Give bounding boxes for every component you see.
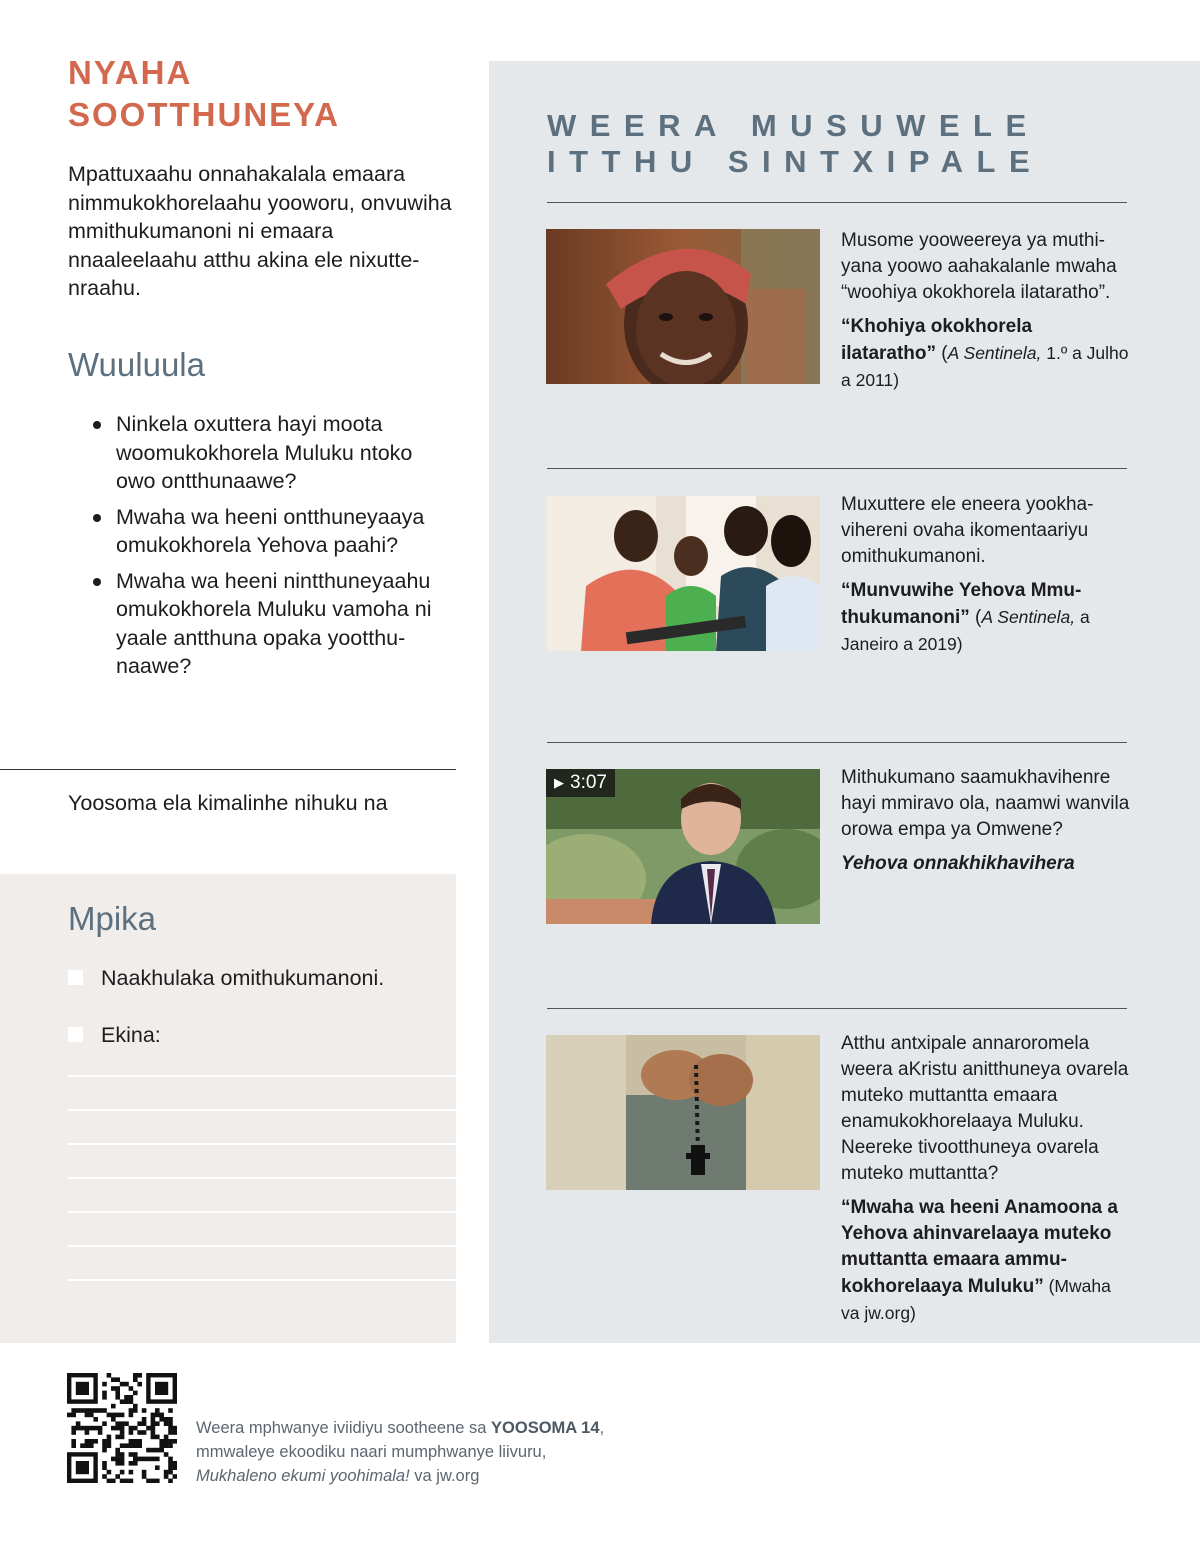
footer-line-2: mmwaleye ekoodiku naari mumphwanye liivuru, xyxy=(196,1443,547,1461)
citation-open: ( xyxy=(969,607,982,628)
review-questions xyxy=(90,410,455,688)
footer-line-3 xyxy=(196,1464,716,1488)
resource-reference[interactable] xyxy=(841,314,1131,394)
resource-description: Mithukumano saamukhavihenre hayi mmiravo ola, naamwi wanvila orowa empa ya Omwene? xyxy=(841,767,1130,840)
goal-item[interactable] xyxy=(68,964,384,992)
footer-text: va jw.org xyxy=(409,1467,480,1485)
citation-open: ( xyxy=(936,343,948,364)
divider xyxy=(547,468,1127,469)
goal-checkbox[interactable] xyxy=(68,1027,83,1042)
write-in-line[interactable] xyxy=(68,1211,456,1213)
title-line-2: SOOTTHUNEYA xyxy=(68,96,340,133)
write-in-line[interactable] xyxy=(68,1109,456,1111)
divider xyxy=(547,742,1127,743)
resource-item xyxy=(841,492,1131,658)
resource-description: Atthu antxipale annaroromela weera aKristu anitthuneya ovarela muteko muttantta emaara enamukokhorelaaya Muluku. Neereke tivootthuneya ovarela muteko muttantta? xyxy=(841,1033,1129,1184)
publication-date: 1.º a Julho a 2011) xyxy=(841,343,1129,390)
footer-text: Weera mphwanye iviidiyu sootheene sa xyxy=(196,1419,492,1437)
learn-more-title-line-2: ITTHU SINTXIPALE xyxy=(547,144,1044,179)
resource-description: Muxuttere ele eneera yookhavihereni ovaha ikomentaariyu omithukumanoni. xyxy=(841,494,1094,567)
resource-reference[interactable] xyxy=(841,1195,1131,1327)
intro-paragraph: Mpattuxaahu onnahakalala emaara nimmukokhorelaahu yooworu, onvuwiha mmithukumanoni ni emaara nnaaleelaahu atthu akina ele nixuttenraahu. xyxy=(68,162,452,300)
video-duration-badge xyxy=(546,769,615,797)
rosary-hands-photo[interactable] xyxy=(546,1035,820,1190)
goal-label: Ekina: xyxy=(101,1023,161,1047)
learn-more-title xyxy=(547,108,1107,180)
write-in-line[interactable] xyxy=(68,1143,456,1145)
divider xyxy=(547,202,1127,203)
resource-item xyxy=(841,1031,1131,1327)
publication-name: A Sentinela, xyxy=(947,343,1042,363)
title-line-1: NYAHA xyxy=(68,54,193,91)
learn-more-title-line-1: WEERA MUSUWELE xyxy=(547,108,1040,143)
video-duration: 3:07 xyxy=(570,772,607,793)
goal-label: Naakhulaka omithukumanoni. xyxy=(101,966,385,990)
review-question: Ninkela oxuttera hayi moota woomukokhorela Muluku ntoko owo ontthunaawe? xyxy=(90,410,455,496)
resource-item xyxy=(841,228,1131,394)
video-thumbnail[interactable] xyxy=(546,769,820,924)
write-in-line[interactable] xyxy=(68,1245,456,1247)
book-title: Mukhaleno ekumi yoohimala! xyxy=(196,1467,410,1485)
resource-reference[interactable] xyxy=(841,578,1131,658)
qr-code[interactable] xyxy=(67,1373,177,1483)
family-studying-photo[interactable] xyxy=(546,496,820,651)
goal-box xyxy=(0,874,456,1343)
write-in-line[interactable] xyxy=(68,1075,456,1077)
publication-name: A Sentinela, xyxy=(981,607,1076,627)
goal-heading: Mpika xyxy=(68,900,157,937)
write-in-line[interactable] xyxy=(68,1279,456,1281)
footer-note xyxy=(196,1416,716,1488)
write-in-line[interactable] xyxy=(68,1177,456,1179)
smiling-woman-photo[interactable] xyxy=(546,229,820,384)
article-link[interactable]: “Mwaha wa heeni Anamoona a Yehova ahinvarelaaya muteko muttantta emaara ammukokhorelaaya Muluku” xyxy=(841,1197,1118,1297)
lesson-number: YOOSOMA 14 xyxy=(491,1419,600,1437)
review-question: Mwaha wa heeni ontthuneyaaya omukokhorela Yehova paahi? xyxy=(90,503,455,560)
article-link[interactable]: “Khohiya okokhorela ilataratho” xyxy=(841,316,1033,364)
publication-date: a Janeiro a 2019) xyxy=(841,607,1090,654)
divider xyxy=(0,769,456,770)
publication-source: (Mwaha va jw.org) xyxy=(841,1276,1111,1323)
resource-description: Musome yooweereya ya muthiyana yoowo aahakalanle mwaha “woohiya okokhorela ilataratho”. xyxy=(841,230,1117,303)
completion-date-line: Yoosoma ela kimalinhe nihuku na xyxy=(68,791,388,815)
footer-line-1 xyxy=(196,1416,716,1440)
section-title xyxy=(68,52,448,136)
divider xyxy=(547,1008,1127,1009)
review-question: Mwaha wa heeni nintthuneyaahu omukokhorela Muluku vamoha ni yaale antthuna opaka yootthunaawe? xyxy=(90,567,455,681)
video-link[interactable]: Yehova onnakhikhavihera xyxy=(841,853,1075,874)
goal-item[interactable] xyxy=(68,1021,161,1049)
qr-code-graphic xyxy=(67,1373,177,1483)
footer-text: , xyxy=(599,1419,605,1437)
play-icon: ▶ xyxy=(554,775,564,790)
resource-item xyxy=(841,765,1131,877)
article-link[interactable]: “Munvuwihe Yehova Mmuthukumanoni” xyxy=(841,580,1082,628)
review-heading: Wuuluula xyxy=(68,346,205,383)
goal-checkbox[interactable] xyxy=(68,970,83,985)
